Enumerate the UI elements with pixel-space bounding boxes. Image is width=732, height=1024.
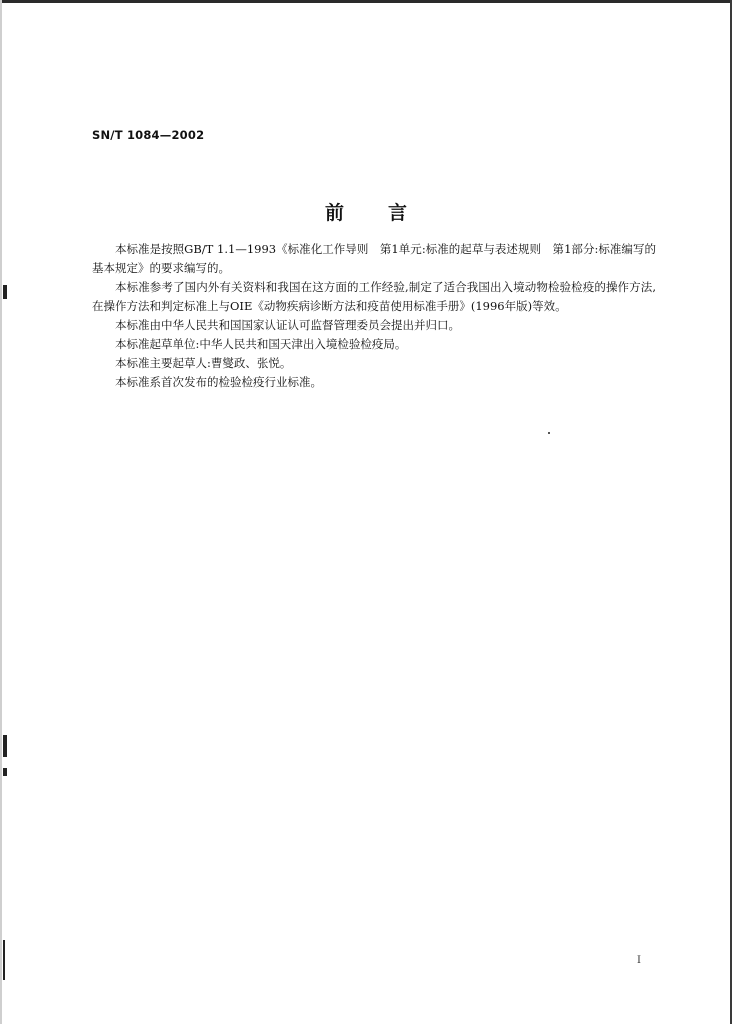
paragraph: 本标准主要起草人:曹燮政、张悦。 [115, 356, 292, 370]
paragraph: 本标准起草单位:中华人民共和国天津出入境检验检疫局。 [115, 337, 407, 351]
foreword-body [92, 240, 656, 392]
paragraph: 本标准参考了国内外有关资料和我国在这方面的工作经验,制定了适合我国出入境动物检验检疫的操作方法,在操作方法和判定标准上与OIE《动物疾病诊断方法和疫苗使用标准手册》(1996年版)等效。 [92, 280, 656, 313]
paragraph: 本标准系首次发布的检验检疫行业标准。 [115, 375, 322, 389]
paragraph: 本标准由中华人民共和国国家认证认可监督管理委员会提出并归口。 [115, 318, 460, 332]
scan-edge-top [0, 0, 732, 3]
scan-artifact-mark [3, 768, 7, 776]
scan-speck [548, 432, 550, 434]
paragraph: 本标准是按照GB/T 1.1—1993《标准化工作导则 第1单元:标准的起草与表述规则 第1部分:标准编写的基本规定》的要求编写的。 [92, 242, 656, 275]
document-code: SN/T 1084—2002 [92, 128, 205, 142]
scan-artifact-mark [3, 940, 5, 980]
page-number: I [637, 955, 641, 966]
scan-artifact-mark [3, 735, 7, 757]
scan-artifact-mark [3, 285, 7, 299]
page-heading: 前言 [324, 202, 451, 224]
scan-edge-left [0, 0, 2, 1024]
